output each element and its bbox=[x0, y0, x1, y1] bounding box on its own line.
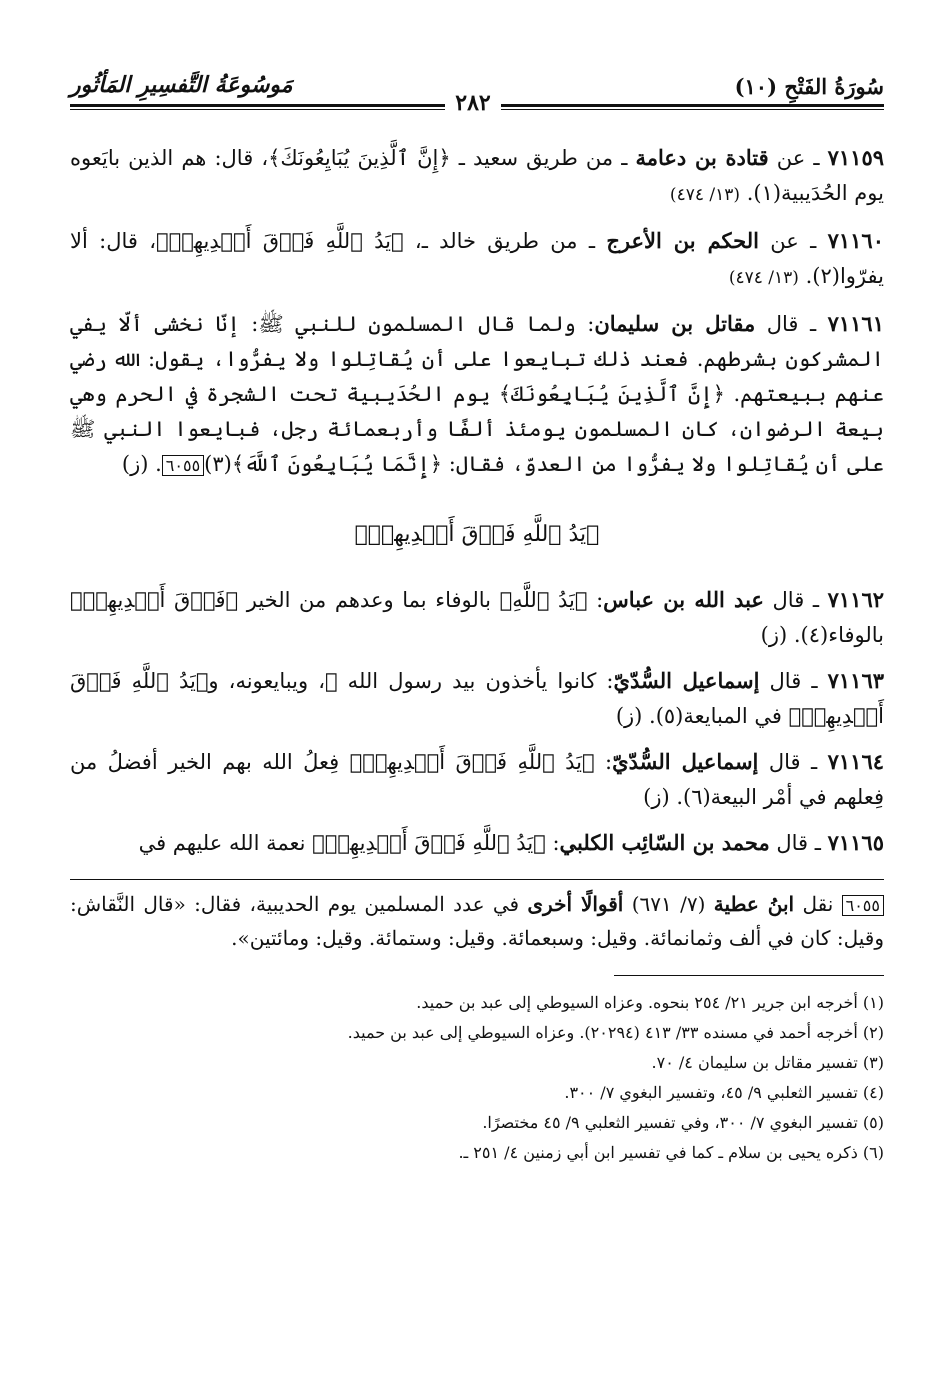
entry-prefix: ـ قال bbox=[755, 312, 828, 336]
entry-ref: . (ز) bbox=[121, 452, 162, 476]
entry-text: : ﴿يَدُ ٱللَّهِ﴾ بالوفاء بما وعدهم من الخير ﴿فَوۡقَ أَيۡدِيهِمۡ﴾ بالوفاء(٤). bbox=[70, 588, 884, 647]
narrator-name: محمد بن السّائِب الكلبي bbox=[559, 830, 770, 855]
editor-note-emph: أقوالًا أخرى bbox=[527, 892, 624, 916]
entry-text: : ﴿يَدُ ٱللَّهِ فَوۡقَ أَيۡدِيهِمۡ﴾ نعمة الله عليهم في bbox=[138, 831, 560, 855]
entry-text: : كانوا يأخذون بيد رسول الله ﷺ، ويبايعونه، و﴿يَدُ ٱللَّهِ فَوۡقَ أَيۡدِيهِمۡ﴾ في المبايعة(٥). bbox=[70, 669, 884, 728]
book-title: مَوسُوعَةُ التَّفسِيرِ المَأثُور bbox=[70, 72, 293, 98]
editor-section bbox=[70, 879, 884, 955]
page-number: ٢٨٢ bbox=[445, 90, 500, 116]
footnotes bbox=[70, 988, 884, 1168]
entry-ref: (ز) bbox=[643, 785, 670, 809]
entry-text: ـ من طريق سعيد ـ ﴿إِنَّ ٱلَّذِينَ يُبَايِعُونَكَ﴾، قال: هم الذين بايَعوه يوم الحُدَيبية(١). bbox=[70, 146, 884, 205]
entry-prefix: ـ قال bbox=[769, 831, 828, 855]
entry-number: ٧١١٦٥ bbox=[827, 830, 884, 855]
footnote-4: (٤) تفسير الثعلبي ٩/ ٤٥، وتفسير البغوي ٧/ ٣٠٠. bbox=[564, 1083, 884, 1102]
entry-number: ٧١١٦٣ bbox=[827, 668, 885, 693]
narrator-name: إسماعيل السُّدّيّ bbox=[612, 749, 759, 774]
entry-ref: (١٣/ ٤٧٤) bbox=[669, 185, 741, 205]
verse-subheading: ﴿يَدُ ٱللَّهِ فَوۡقَ أَيۡدِيهِمۡ﴾ bbox=[354, 522, 600, 547]
footnote-2: (٢) أخرجه أحمد في مسنده ٣٣/ ٤١٣ (٢٠٢٩٤). وعزاه السيوطي إلى عبد بن حميد. bbox=[347, 1023, 884, 1042]
narrator-name: إسماعيل السُّدّيّ bbox=[613, 668, 760, 693]
editor-note-prefix: نقل bbox=[794, 892, 842, 916]
entry-number: ٧١١٥٩ bbox=[827, 145, 885, 170]
entry-number: ٧١١٦٤ bbox=[827, 749, 885, 774]
editor-note bbox=[70, 888, 884, 955]
editor-note-text: في عدد المسلمين يوم الحديبية، فقال: «قال النَّقاش: وقيل: كان في ألف وثمانمائة. وقيل: وسبعمائة. وقيل: وستمائة. وقيل: ومائتين». bbox=[70, 892, 884, 950]
entry-prefix: ـ عن bbox=[758, 229, 828, 253]
entry-71163 bbox=[70, 663, 884, 734]
footnote-3: (٣) تفسير مقاتل بن سليمان ٤/ ٧٠. bbox=[651, 1053, 884, 1072]
entry-ref: (ز) bbox=[615, 704, 643, 728]
entry-prefix: ـ قال bbox=[758, 750, 828, 774]
entry-number: ٧١١٦٢ bbox=[827, 587, 885, 612]
editor-note-number: ٦٠٥٥ bbox=[842, 895, 884, 916]
entry-prefix: ـ قال bbox=[759, 669, 828, 693]
entry-ref: (١٣/ ٤٧٤) bbox=[728, 268, 799, 288]
footnote-divider bbox=[614, 975, 884, 976]
surah-title: سُورَةُ الفَتْحِ (١٠) bbox=[734, 74, 884, 99]
entry-71162 bbox=[70, 582, 884, 653]
entry-ref: (ز) bbox=[760, 623, 788, 647]
editor-divider bbox=[70, 879, 884, 880]
narrator-name: مقاتل بن سليمان bbox=[594, 311, 756, 336]
entry-text: : ﴿يَدُ ٱللَّهِ فَوۡقَ أَيۡدِيهِمۡ﴾ فِعلُ الله بهم الخير أفضلُ من فِعلهم في أمْر البيعة(٦). bbox=[70, 750, 884, 809]
entry-71160 bbox=[70, 223, 884, 296]
narrator-name: الحكم بن الأعرج bbox=[606, 228, 759, 253]
footnote-1: (١) أخرجه ابن جرير ٢١/ ٢٥٤ بنحوه. وعزاه السيوطي إلى عبد بن حميد. bbox=[416, 993, 884, 1012]
editor-note-marker[interactable]: ٦٠٥٥ bbox=[162, 455, 204, 476]
entry-number: ٧١١٦٠ bbox=[827, 228, 884, 253]
main-content bbox=[70, 140, 884, 1168]
entry-71165 bbox=[70, 825, 884, 861]
entry-71159 bbox=[70, 140, 884, 213]
entry-71164 bbox=[70, 744, 884, 815]
editor-note-cite: (٧/ ٦٧١) bbox=[623, 892, 714, 916]
entry-number: ٧١١٦١ bbox=[827, 311, 884, 336]
narrator-name: عبد الله بن عباس bbox=[603, 587, 764, 612]
entry-prefix: ـ عن bbox=[768, 146, 828, 170]
entry-prefix: ـ قال bbox=[763, 588, 828, 612]
entry-text: : ولما قال المسلمون للنبي ﷺ: إنّا نخشى ألّا يفي المشركون بشرطهم. فعند ذلك تبايعوا على أن يُقاتِلوا ولا يفرُّوا، يقول: الله رضي عنهم ببيعتهم. ﴿إِنَّ ٱلَّذِينَ يُبَايِعُونَكَ﴾ يوم الحُدَيبية تحت الشجرة في الحرم وهي بيعة الرضوان، كان المسلمون يومئذ ألفًا وأربعمائة رجل، فبايعوا النبي ﷺ على أن يُقاتِلوا ولا يفرُّوا من العدوّ، فقال: ﴿إِنَّمَا يُبَايِعُونَ ٱللَّهَ﴾(٣) bbox=[70, 312, 884, 476]
entry-71161 bbox=[70, 306, 884, 483]
narrator-name: قتادة بن دعامة bbox=[635, 145, 769, 170]
footnote-5: (٥) تفسير البغوي ٧/ ٣٠٠، وفي تفسير الثعلبي ٩/ ٤٥ مختصرًا. bbox=[482, 1113, 884, 1132]
entry-text: ـ من طريق خالد ـ، ﴿يَدُ ٱللَّهِ فَوۡقَ أَيۡدِيهِمۡ﴾، قال: ألا يفرّوا(٢). bbox=[70, 229, 884, 288]
editor-note-source: ابنُ عطية bbox=[713, 892, 795, 916]
footnote-6: (٦) ذكره يحيى بن سلام ـ كما في تفسير ابن أبي زمنين ٤/ ٢٥١ ـ. bbox=[458, 1143, 884, 1162]
page-number-wrap bbox=[0, 90, 946, 116]
